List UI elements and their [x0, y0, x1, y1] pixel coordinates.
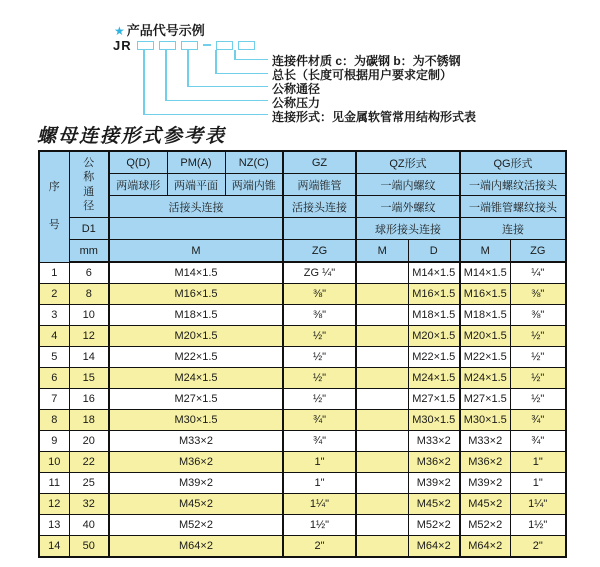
cell-qz-d: M14×1.5: [408, 262, 460, 284]
header-qz-sub3: 球形接头连接: [356, 218, 460, 240]
cell-qg-m: M52×2: [460, 515, 510, 536]
connector-line: [143, 114, 268, 116]
page-title: 螺母连接形式参考表: [37, 126, 227, 147]
cell-seq: 13: [39, 515, 69, 536]
cell-seq: 11: [39, 473, 69, 494]
col-header-dn: 公称通径: [69, 151, 109, 218]
cell-qg-zg: ¼": [510, 262, 566, 284]
header-d1: D1: [69, 218, 109, 240]
cell-dn: 22: [69, 452, 109, 473]
cell-qz-d: M39×2: [408, 473, 460, 494]
cell-dn: 12: [69, 326, 109, 347]
cell-dn: 40: [69, 515, 109, 536]
cell-qg-m: M64×2: [460, 536, 510, 558]
cell-dn: 25: [69, 473, 109, 494]
code-prefix: JR: [113, 37, 132, 53]
table-row: [39, 305, 566, 326]
cell-qz-m: [356, 347, 408, 368]
diagram-label-material: 连接件材质 c：为碳钢 b：为不锈钢: [272, 54, 461, 68]
cell-gz: 1½": [283, 515, 356, 536]
table-row: [39, 368, 566, 389]
cell-qz-m: [356, 389, 408, 410]
cell-dn: 14: [69, 347, 109, 368]
cell-gz: ½": [283, 389, 356, 410]
code-box-5: [238, 41, 255, 50]
star-icon: ★: [114, 24, 125, 38]
cell-qg-zg: ⅜": [510, 305, 566, 326]
cell-qz-m: [356, 326, 408, 347]
cell-qg-m: M14×1.5: [460, 262, 510, 284]
header-zg1: ZG: [283, 240, 356, 263]
header-m2: M: [356, 240, 408, 263]
cell-gz: ½": [283, 347, 356, 368]
cell-gz: ¾": [283, 410, 356, 431]
cell-m: M52×2: [109, 515, 283, 536]
cell-seq: 1: [39, 262, 69, 284]
cell-qz-d: M64×2: [408, 536, 460, 558]
cell-qz-d: M52×2: [408, 515, 460, 536]
cell-qg-m: M39×2: [460, 473, 510, 494]
connector-line: [187, 50, 189, 87]
cell-qz-m: [356, 305, 408, 326]
cell-dn: 10: [69, 305, 109, 326]
cell-qz-m: [356, 262, 408, 284]
cell-gz: ⅜": [283, 305, 356, 326]
cell-gz: ZG ¼": [283, 262, 356, 284]
cell-qz-d: M36×2: [408, 452, 460, 473]
cell-qz-m: [356, 536, 408, 558]
cell-qz-m: [356, 410, 408, 431]
table-row: [39, 494, 566, 515]
cell-qg-zg: ¾": [510, 410, 566, 431]
cell-m: M24×1.5: [109, 368, 283, 389]
header-pm-sub: 两端平面: [167, 174, 225, 196]
header-nz-sub: 两端内锥: [225, 174, 283, 196]
header-qg-sub1: 一端内螺纹活接头: [460, 174, 566, 196]
cell-seq: 12: [39, 494, 69, 515]
header-m1: M: [109, 240, 283, 263]
cell-qg-zg: ¾": [510, 431, 566, 452]
cell-qz-m: [356, 368, 408, 389]
cell-qz-d: M22×1.5: [408, 347, 460, 368]
product-code-diagram: [0, 0, 600, 122]
diagram-label-pressure: 公称压力: [272, 95, 321, 110]
table-row: [39, 284, 566, 305]
cell-seq: 14: [39, 536, 69, 558]
cell-seq: 2: [39, 284, 69, 305]
header-qg-sub3: 连接: [460, 218, 566, 240]
cell-qg-m: M45×2: [460, 494, 510, 515]
cell-seq: 10: [39, 452, 69, 473]
cell-dn: 20: [69, 431, 109, 452]
cell-seq: 5: [39, 347, 69, 368]
cell-qg-m: M22×1.5: [460, 347, 510, 368]
header-qz-sub1: 一端内螺纹: [356, 174, 460, 196]
diagram-label-length: 总长（长度可根据用户要求定制）: [272, 68, 453, 82]
code-box-2: [159, 41, 176, 50]
cell-m: M20×1.5: [109, 326, 283, 347]
cell-gz: ½": [283, 368, 356, 389]
connector-line: [215, 73, 268, 75]
cell-m: M39×2: [109, 473, 283, 494]
table-row: [39, 473, 566, 494]
table-row: [39, 431, 566, 452]
cell-qg-zg: 1¼": [510, 494, 566, 515]
header-zg3: ZG: [510, 240, 566, 263]
header-qz-sub2: 一端外螺纹: [356, 196, 460, 218]
header-blank-m: [109, 218, 283, 240]
col-header-gz: GZ: [283, 151, 356, 174]
connector-line: [187, 86, 268, 88]
cell-qz-d: M27×1.5: [408, 389, 460, 410]
header-gz-live: 活接头连接: [283, 196, 356, 218]
cell-qz-m: [356, 494, 408, 515]
header-d2: D: [408, 240, 460, 263]
table-row: [39, 536, 566, 558]
diagram-title: [114, 20, 205, 39]
cell-m: M16×1.5: [109, 284, 283, 305]
table-body: [39, 262, 566, 557]
cell-qg-m: M24×1.5: [460, 368, 510, 389]
header-m3: M: [460, 240, 510, 263]
cell-seq: 4: [39, 326, 69, 347]
cell-qz-m: [356, 452, 408, 473]
cell-qg-zg: ½": [510, 326, 566, 347]
cell-qg-m: M33×2: [460, 431, 510, 452]
code-box-3: [181, 41, 198, 50]
table-row: [39, 515, 566, 536]
code-box-1: [137, 41, 154, 50]
nut-connection-table: [38, 150, 567, 558]
col-header-pm: PM(A): [167, 151, 225, 174]
header-blank-gz: [283, 218, 356, 240]
cell-m: M45×2: [109, 494, 283, 515]
connector-line: [165, 50, 167, 101]
cell-qg-m: M18×1.5: [460, 305, 510, 326]
cell-dn: 6: [69, 262, 109, 284]
code-box-4: [216, 41, 233, 50]
diagram-title-text: 产品代号示例: [126, 23, 205, 38]
cell-qg-m: M16×1.5: [460, 284, 510, 305]
cell-qg-zg: 1½": [510, 515, 566, 536]
header-q-sub: 两端球形: [109, 174, 167, 196]
cell-qz-m: [356, 431, 408, 452]
table-row: [39, 452, 566, 473]
cell-qz-d: M24×1.5: [408, 368, 460, 389]
cell-qg-zg: ½": [510, 347, 566, 368]
connector-line: [215, 50, 217, 74]
cell-m: M27×1.5: [109, 389, 283, 410]
header-gz-sub: 两端锥管: [283, 174, 356, 196]
header-qg-sub2: 一端锥管螺纹接头: [460, 196, 566, 218]
connector-line: [143, 50, 145, 115]
cell-gz: 1": [283, 452, 356, 473]
cell-dn: 18: [69, 410, 109, 431]
cell-qg-m: M36×2: [460, 452, 510, 473]
cell-seq: 9: [39, 431, 69, 452]
cell-m: M22×1.5: [109, 347, 283, 368]
connector-line: [165, 100, 268, 102]
cell-qg-zg: ⅜": [510, 284, 566, 305]
diagram-label-diameter: 公称通径: [272, 82, 321, 96]
cell-qz-m: [356, 284, 408, 305]
code-dash: [203, 44, 211, 46]
cell-seq: 3: [39, 305, 69, 326]
cell-qg-m: M20×1.5: [460, 326, 510, 347]
cell-gz: ⅜": [283, 284, 356, 305]
cell-qg-zg: 1": [510, 473, 566, 494]
cell-qg-zg: ½": [510, 368, 566, 389]
cell-seq: 6: [39, 368, 69, 389]
cell-qz-m: [356, 515, 408, 536]
cell-dn: 50: [69, 536, 109, 558]
col-header-qg: QG形式: [460, 151, 566, 174]
cell-qz-d: M16×1.5: [408, 284, 460, 305]
col-header-q: Q(D): [109, 151, 167, 174]
table-row: [39, 410, 566, 431]
cell-dn: 8: [69, 284, 109, 305]
table-header: [39, 151, 566, 262]
table-row: [39, 347, 566, 368]
cell-gz: ½": [283, 326, 356, 347]
col-header-nz: NZ(C): [225, 151, 283, 174]
cell-gz: 1": [283, 473, 356, 494]
diagram-label-connection: 连接形式：见金属软管常用结构形式表: [272, 109, 477, 124]
cell-qz-d: M18×1.5: [408, 305, 460, 326]
table-row: [39, 326, 566, 347]
cell-m: M64×2: [109, 536, 283, 558]
cell-dn: 15: [69, 368, 109, 389]
cell-seq: 8: [39, 410, 69, 431]
cell-dn: 16: [69, 389, 109, 410]
cell-qg-zg: 2": [510, 536, 566, 558]
col-header-seq: 序号: [39, 151, 69, 262]
cell-m: M36×2: [109, 452, 283, 473]
connector-line: [234, 59, 268, 61]
cell-m: M14×1.5: [109, 262, 283, 284]
cell-qg-m: M27×1.5: [460, 389, 510, 410]
cell-seq: 7: [39, 389, 69, 410]
header-live-joint: 活接头连接: [109, 196, 283, 218]
cell-dn: 32: [69, 494, 109, 515]
cell-qz-d: M20×1.5: [408, 326, 460, 347]
cell-m: M18×1.5: [109, 305, 283, 326]
header-mm: mm: [69, 240, 109, 263]
cell-qz-d: M45×2: [408, 494, 460, 515]
col-header-qz: QZ形式: [356, 151, 460, 174]
table-row: [39, 389, 566, 410]
cell-qz-d: M30×1.5: [408, 410, 460, 431]
cell-qg-zg: 1": [510, 452, 566, 473]
cell-gz: ¾": [283, 431, 356, 452]
table-row: [39, 262, 566, 284]
cell-qg-m: M30×1.5: [460, 410, 510, 431]
cell-gz: 2": [283, 536, 356, 558]
cell-m: M30×1.5: [109, 410, 283, 431]
cell-qg-zg: ½": [510, 389, 566, 410]
cell-m: M33×2: [109, 431, 283, 452]
cell-qz-d: M33×2: [408, 431, 460, 452]
cell-qz-m: [356, 473, 408, 494]
cell-gz: 1¼": [283, 494, 356, 515]
